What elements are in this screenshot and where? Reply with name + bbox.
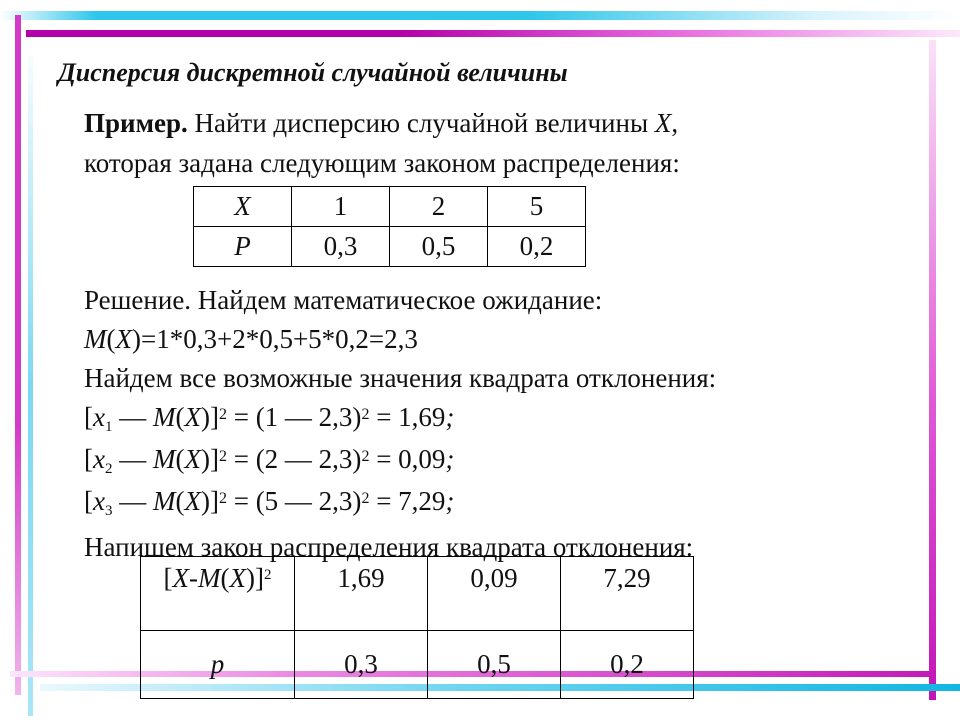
deviation-intro: Найдем все возможные значения квадрата отклонения: [84, 363, 717, 393]
distribution-table-squared [140, 556, 694, 699]
table-row [141, 631, 694, 699]
frame-bar-right-magenta [929, 40, 936, 700]
solution-line: Решение. Найдем математическое ожидание: [84, 285, 603, 315]
frame-bar-top-magenta [26, 30, 960, 37]
p-value: 0,2 [561, 631, 694, 699]
p-value: 0,3 [292, 227, 390, 267]
p-value: 0,2 [488, 227, 586, 267]
example-variable: X [654, 108, 672, 138]
example-text: Найти дисперсию случайной величины [187, 108, 655, 138]
table-row [141, 557, 694, 631]
x-value: 2 [390, 187, 488, 227]
row-label-squared-deviation: $[X-M(X)]^2$ [141, 557, 295, 631]
expectation-formula: M(X)=1*0,3+2*0,5+5*0,2=2,3 [84, 324, 418, 354]
row-label-x: X [194, 187, 292, 227]
p-value: 0,3 [295, 631, 428, 699]
example-label: Пример. [84, 108, 188, 138]
law-intro: Напишем закон распределения квадрата отклонения: [84, 532, 694, 562]
row-label-p: P [194, 227, 292, 267]
p-value: 0,5 [428, 631, 561, 699]
p-value: 0,5 [390, 227, 488, 267]
row-label-p: p [141, 631, 295, 699]
deviation-formula-2: [$x_2$ — M(X)]$^2$ = (2 — 2,3)$^2$ = 0,09; [84, 444, 455, 477]
squared-value: 1,69 [295, 557, 428, 631]
frame-bar-left-cyan [28, 56, 33, 716]
x-value: 1 [292, 187, 390, 227]
table-row [194, 227, 586, 267]
deviation-formula-1: [$x_1$ — M(X)]$^2$ = (1 — 2,3)$^2$ = 1,69; [84, 402, 455, 435]
squared-value: 0,09 [428, 557, 561, 631]
distribution-table-x [193, 186, 586, 267]
x-value: 5 [488, 187, 586, 227]
frame-bar-left-magenta [15, 15, 21, 695]
table-row [194, 187, 586, 227]
example-line-2: которая задана следующим законом распределения: [84, 148, 680, 178]
deviation-formula-3: [$x_3$ — M(X)]$^2$ = (5 — 2,3)$^2$ = 7,29; [84, 486, 455, 519]
squared-value: 7,29 [561, 557, 694, 631]
frame-bar-top-cyan [0, 11, 960, 20]
example-line: Пример. Найти дисперсию случайной величины X, [84, 108, 679, 138]
slide-title: Дисперсия дискретной случайной величины [58, 58, 568, 87]
